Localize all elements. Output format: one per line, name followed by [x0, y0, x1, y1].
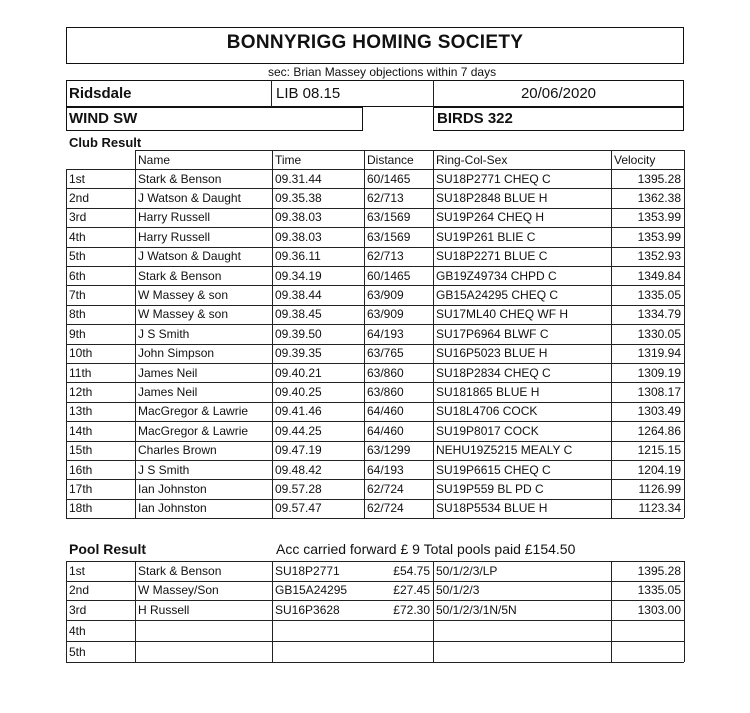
time-cell: 09.38.03 — [275, 210, 322, 225]
position-cell: 15th — [69, 443, 93, 458]
name-cell: Charles Brown — [138, 443, 217, 458]
ring-cell: GB15A24295 — [275, 583, 348, 597]
grid-line — [135, 561, 136, 662]
position-cell: 4th — [69, 229, 86, 244]
name-cell: H Russell — [138, 602, 190, 617]
ring-cell: GB19Z49734 CHPD C — [436, 268, 557, 283]
velocity-cell: 1349.84 — [637, 268, 681, 283]
ring-cell: SU16P5023 BLUE H — [436, 346, 548, 361]
distance-cell: 62/713 — [367, 190, 404, 205]
ring-cell: SU181865 BLUE H — [436, 384, 540, 399]
time-cell: 09.36.11 — [275, 249, 321, 264]
name-cell: Ian Johnston — [138, 481, 207, 496]
distance-cell: 63/1569 — [367, 229, 411, 244]
ring-cell: SU19P8017 COCK — [436, 423, 539, 438]
velocity-cell: 1395.28 — [637, 563, 681, 578]
pools-entered-cell: 50/1/2/3/LP — [436, 563, 498, 578]
time-cell: 09.31.44 — [275, 171, 322, 186]
name-cell: W Massey/Son — [138, 583, 219, 597]
position-cell: 13th — [69, 404, 93, 419]
society-title: BONNYRIGG HOMING SOCIETY — [226, 32, 524, 53]
name-cell: W Massey & son — [138, 307, 229, 322]
race-location: Ridsdale — [69, 85, 132, 102]
grid-line — [66, 518, 684, 519]
grid-line — [272, 150, 273, 518]
grid-line — [364, 150, 365, 518]
distance-cell: 64/460 — [367, 423, 404, 438]
time-cell: 09.34.19 — [275, 268, 322, 283]
velocity-cell: 1395.28 — [637, 171, 681, 186]
distance-cell: 63/909 — [367, 287, 404, 302]
column-header-distance: Distance — [367, 152, 414, 167]
time-cell: 09.39.35 — [275, 346, 322, 361]
distance-cell: 62/724 — [367, 481, 404, 496]
position-cell: 11th — [69, 365, 92, 380]
velocity-cell: 1204.19 — [637, 462, 681, 477]
liberation-time: LIB 08.15 — [276, 85, 341, 102]
velocity-cell: 1303.00 — [637, 602, 681, 617]
name-cell: J Watson & Daught — [138, 249, 241, 264]
name-cell: J S Smith — [138, 326, 190, 341]
name-cell: James Neil — [138, 384, 198, 399]
ring-cell: SU19P264 CHEQ H — [436, 210, 545, 225]
velocity-cell: 1126.99 — [638, 481, 681, 496]
grid-line — [66, 561, 67, 662]
grid-line — [433, 561, 434, 662]
position-cell: 17th — [69, 481, 93, 496]
ring-cell: SU16P3628 — [275, 602, 340, 617]
position-cell: 3rd — [69, 602, 87, 617]
name-cell: Harry Russell — [138, 210, 211, 225]
distance-cell: 63/1299 — [367, 443, 411, 458]
name-cell: John Simpson — [138, 346, 215, 361]
distance-cell: 62/724 — [367, 501, 404, 516]
grid-line — [135, 150, 136, 518]
position-cell: 1st — [69, 171, 86, 186]
distance-cell: 63/860 — [367, 365, 404, 380]
velocity-cell: 1353.99 — [637, 210, 681, 225]
position-cell: 16th — [69, 462, 93, 477]
name-cell: J Watson & Daught — [138, 190, 241, 205]
pool-result-heading: Pool Result — [69, 541, 147, 557]
position-cell: 7th — [69, 287, 86, 302]
position-cell: 10th — [69, 346, 93, 361]
velocity-cell: 1215.15 — [637, 443, 681, 458]
position-cell: 4th — [69, 623, 86, 638]
ring-cell: SU18L4706 COCK — [436, 404, 538, 419]
position-cell: 3rd — [69, 210, 87, 225]
position-cell: 18th — [69, 501, 93, 516]
position-cell: 9th — [69, 326, 86, 341]
name-cell: Stark & Benson — [138, 171, 222, 186]
race-date: 20/06/2020 — [520, 85, 597, 102]
name-cell: Ian Johnston — [138, 501, 207, 516]
name-cell: James Neil — [138, 365, 198, 380]
time-cell: 09.44.25 — [275, 423, 322, 438]
time-cell: 09.38.03 — [275, 229, 322, 244]
velocity-cell: 1335.05 — [637, 583, 681, 597]
ring-cell: SU18P2771 CHEQ C — [436, 171, 551, 186]
grid-line — [66, 620, 684, 621]
time-cell: 09.40.25 — [275, 384, 322, 399]
secretary-line: sec: Brian Massey objections within 7 days — [268, 65, 497, 79]
time-cell: 09.47.19 — [275, 443, 322, 458]
grid-line — [66, 641, 684, 642]
ring-cell: SU18P5534 BLUE H — [436, 501, 548, 516]
name-cell: Stark & Benson — [138, 268, 222, 283]
position-cell: 14th — [69, 423, 93, 438]
time-cell: 09.48.42 — [275, 462, 322, 477]
name-cell: W Massey & son — [138, 287, 229, 302]
distance-cell: 64/193 — [367, 462, 404, 477]
name-cell: MacGregor & Lawrie — [138, 404, 249, 419]
pools-entered-cell: 50/1/2/3/1N/5N — [436, 602, 517, 617]
ring-cell: SU18P2271 BLUE C — [436, 249, 548, 264]
grid-line — [433, 150, 434, 518]
velocity-cell: 1353.99 — [637, 229, 681, 244]
position-cell: 8th — [69, 307, 86, 322]
club-result-heading: Club Result — [69, 135, 142, 150]
pool-amount-cell: £27.45 — [393, 583, 430, 597]
position-cell: 5th — [69, 644, 86, 659]
ring-cell: SU19P559 BL PD C — [436, 481, 544, 496]
time-cell: 09.57.47 — [275, 501, 322, 516]
ring-cell: SU17P6964 BLWF C — [436, 326, 549, 341]
time-cell: 09.41.46 — [275, 404, 322, 419]
ring-cell: SU18P2848 BLUE H — [436, 190, 548, 205]
distance-cell: 62/713 — [367, 249, 404, 264]
wind-direction: WIND SW — [69, 110, 138, 127]
time-cell: 09.35.38 — [275, 190, 322, 205]
grid-line — [684, 150, 685, 518]
velocity-cell: 1308.17 — [637, 384, 681, 399]
velocity-cell: 1319.94 — [637, 346, 681, 361]
time-cell: 09.39.50 — [275, 326, 322, 341]
position-cell: 1st — [69, 563, 86, 578]
velocity-cell: 1303.49 — [637, 404, 681, 419]
pool-summary: Acc carried forward £ 9 Total pools paid £154.50 — [276, 541, 576, 557]
distance-cell: 64/193 — [367, 326, 404, 341]
distance-cell: 63/860 — [367, 384, 404, 399]
distance-cell: 63/909 — [367, 307, 404, 322]
distance-cell: 63/1569 — [367, 210, 411, 225]
velocity-cell: 1309.19 — [637, 365, 681, 380]
time-cell: 09.40.21 — [275, 365, 322, 380]
time-cell: 09.38.45 — [275, 307, 322, 322]
ring-cell: SU19P261 BLIE C — [436, 229, 536, 244]
distance-cell: 63/765 — [367, 346, 404, 361]
name-cell: J S Smith — [138, 462, 190, 477]
column-header-velocity: Velocity — [614, 152, 656, 167]
grid-line — [684, 561, 685, 662]
position-cell: 2nd — [69, 583, 90, 597]
velocity-cell: 1362.38 — [637, 190, 681, 205]
position-cell: 2nd — [69, 190, 90, 205]
velocity-cell: 1123.34 — [638, 501, 681, 516]
pool-amount-cell: £72.30 — [393, 602, 430, 617]
velocity-cell: 1264.86 — [637, 423, 681, 438]
name-cell: Stark & Benson — [138, 563, 222, 578]
ring-cell: SU19P6615 CHEQ C — [436, 462, 551, 477]
time-cell: 09.57.28 — [275, 481, 322, 496]
position-cell: 5th — [69, 249, 86, 264]
velocity-cell: 1352.93 — [637, 249, 681, 264]
position-cell: 6th — [69, 268, 86, 283]
ring-cell: GB15A24295 CHEQ C — [436, 287, 559, 302]
distance-cell: 60/1465 — [367, 171, 411, 186]
distance-cell: 60/1465 — [367, 268, 411, 283]
grid-line — [66, 662, 684, 663]
distance-cell: 64/460 — [367, 404, 404, 419]
divider — [271, 80, 272, 107]
ring-cell: SU18P2771 — [275, 563, 340, 578]
velocity-cell: 1330.05 — [637, 326, 681, 341]
ring-cell: SU17ML40 CHEQ WF H — [436, 307, 569, 322]
position-cell: 12th — [69, 384, 93, 399]
grid-line — [135, 150, 684, 151]
column-header-name: Name — [138, 152, 171, 167]
ring-cell: NEHU19Z5215 MEALY C — [436, 443, 573, 458]
column-header-time: Time — [275, 152, 302, 167]
time-cell: 09.38.44 — [275, 287, 322, 302]
pool-amount-cell: £54.75 — [393, 563, 430, 578]
velocity-cell: 1334.79 — [637, 307, 681, 322]
name-cell: Harry Russell — [138, 229, 211, 244]
velocity-cell: 1335.05 — [637, 287, 681, 302]
ring-cell: SU18P2834 CHEQ C — [436, 365, 551, 380]
column-header-ring: Ring-Col-Sex — [436, 152, 508, 167]
pools-entered-cell: 50/1/2/3 — [436, 583, 480, 597]
name-cell: MacGregor & Lawrie — [138, 423, 249, 438]
birds-count: BIRDS 322 — [437, 110, 513, 127]
